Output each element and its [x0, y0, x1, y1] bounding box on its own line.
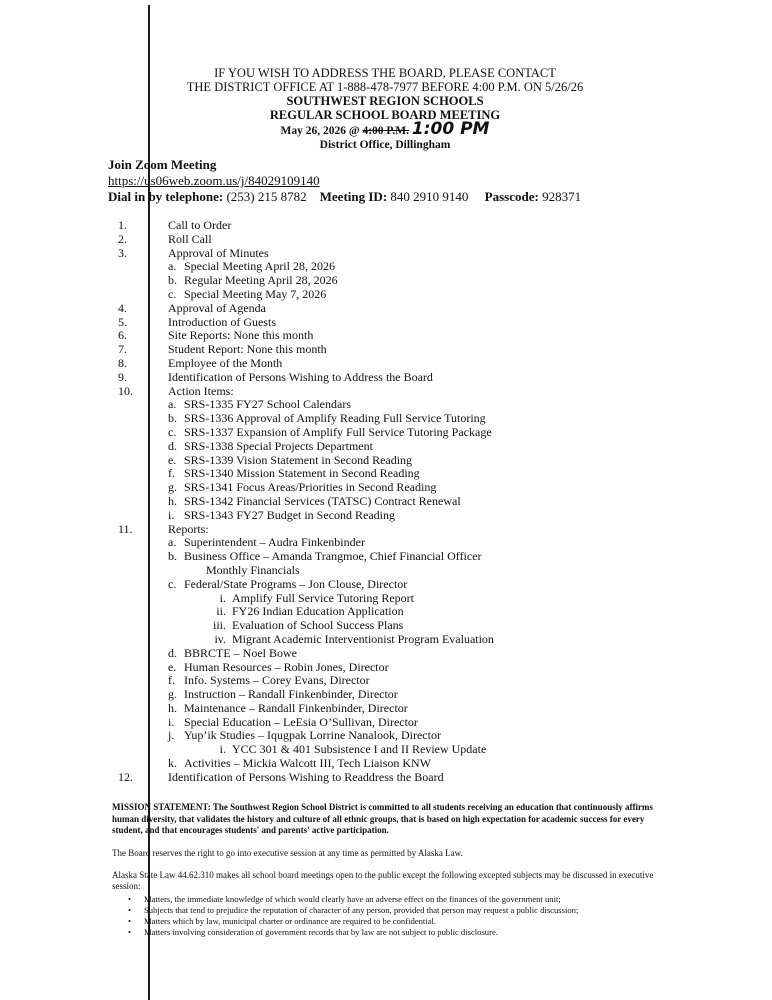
agenda-subsubitem: [118, 743, 718, 757]
agenda-subitem-title: SRS-1339 Vision Statement in Second Reading: [184, 452, 413, 467]
meeting-date-time: [160, 119, 610, 139]
agenda-subitem-text: [168, 426, 492, 440]
agenda-subitem-letter: b.: [168, 411, 177, 426]
mission-statement: MISSION STATEMENT: The Southwest Region School District is committed to all students receiving an education that continuously affirms human diversity, that validates the history and culture of all ethnic groups, that is based on high expectation for academic success for every student, and that encourages students' and parents' active participation.: [112, 802, 653, 835]
agenda-item-number: 6.: [118, 328, 127, 343]
agenda-subitem-title: Business Office – Amanda Trangmoe, Chief Financial Officer: [184, 549, 482, 564]
agenda-item: [118, 343, 718, 357]
agenda-item-number: 10.: [118, 383, 133, 398]
excepted-subject-item: • Subjects that tend to prejudice the reputation of character of any person, provided that person may request a public discussion;: [128, 905, 688, 916]
agenda-subitem-letter: c.: [168, 576, 177, 591]
agenda-subitem-letter: a.: [168, 259, 177, 274]
agenda-subsubitem-numeral: iv.: [214, 631, 226, 646]
agenda-subsubitem-title: Evaluation of School Success Plans: [232, 618, 404, 633]
agenda-subitem-title: Maintenance – Randall Finkenbinder, Director: [184, 700, 408, 715]
agenda-item: [118, 329, 718, 343]
agenda-subitem-text: [168, 260, 335, 274]
agenda-subitem-letter: k.: [168, 756, 177, 771]
agenda-subitem: [118, 716, 718, 730]
agenda-subitem: [118, 412, 718, 426]
agenda-subitem: [118, 398, 718, 412]
agenda-item-number: 4.: [118, 300, 127, 315]
struck-time: 4:00 P.M.: [362, 125, 409, 137]
dial-in-row: [108, 189, 581, 205]
agenda-subitem-letter: a.: [168, 535, 177, 550]
agenda-subsubitem-title: YCC 301 & 401 Subsistence I and II Review Update: [232, 742, 487, 757]
agenda-subsubitem-text: [208, 619, 403, 633]
agenda-item-title: Approval of Agenda: [168, 300, 266, 315]
agenda-subitem-title: SRS-1335 FY27 School Calendars: [184, 397, 352, 412]
agenda-subitem: [118, 274, 718, 288]
agenda-subsubitem-numeral: ii.: [216, 604, 226, 619]
agenda-subitem-letter: b.: [168, 273, 177, 288]
agenda-subitem-title: SRS-1343 FY27 Budget in Second Reading: [184, 507, 396, 522]
agenda-subitem-title: BBRCTE – Noel Bowe: [184, 645, 297, 660]
agenda-item-number: 2.: [118, 231, 127, 246]
agenda-subitem-text: [168, 454, 412, 468]
agenda-subitem: [118, 260, 718, 274]
agenda-subitem-text: [168, 481, 436, 495]
agenda-subitem: [118, 288, 718, 302]
agenda-list: [118, 219, 718, 785]
agenda-item-title: Identification of Persons Wishing to Readdress the Board: [168, 769, 444, 784]
agenda-subitem-title: SRS-1336 Approval of Amplify Reading Full Service Tutoring: [184, 411, 486, 426]
open-meetings-law: Alaska State Law 44.62.310 makes all school board meetings open to the public except the following excepted subjects may be discussed in executive session:: [112, 870, 654, 891]
agenda-subitem-title: Special Meeting May 7, 2026: [184, 286, 327, 301]
agenda-item: [118, 357, 718, 371]
agenda-subitem-text: [168, 467, 420, 481]
agenda-item-title: Call to Order: [168, 218, 232, 232]
agenda-item: [118, 219, 718, 233]
agenda-subitem-letter: h.: [168, 700, 177, 715]
agenda-subitem-letter: c.: [168, 424, 177, 439]
agenda-subitem-text: [168, 536, 365, 550]
agenda-subitem-letter: e.: [168, 659, 177, 674]
agenda-subitem-letter: g.: [168, 687, 177, 702]
document-header: [160, 66, 610, 152]
agenda-subitem: [118, 729, 718, 743]
agenda-subitem-text: [168, 550, 482, 564]
agenda-subitem-title: SRS-1341 Focus Areas/Priorities in Second Reading: [184, 480, 437, 495]
agenda-subsubitem-text: [208, 605, 404, 619]
agenda-subsubitem-numeral: i.: [219, 742, 226, 757]
agenda-subitem-title: Yup’ik Studies – Iqugpak Lorrine Nanalook, Director: [184, 728, 441, 743]
agenda-subitem-letter: d.: [168, 645, 177, 660]
agenda-subitem-letter: f.: [168, 673, 175, 688]
agenda-item-number: 5.: [118, 314, 127, 329]
agenda-subitem-letter: i.: [168, 507, 175, 522]
agenda-subitem-title: Human Resources – Robin Jones, Director: [184, 659, 389, 674]
agenda-subitem-title: SRS-1340 Mission Statement in Second Reading: [184, 466, 420, 481]
agenda-item-title: Approval of Minutes: [168, 245, 269, 260]
meeting-id: 840 2910 9140: [387, 189, 469, 204]
agenda-subitem-title: Regular Meeting April 28, 2026: [184, 273, 338, 288]
agenda-item-title: Identification of Persons Wishing to Address the Board: [168, 369, 433, 384]
agenda-item-title: Student Report: None this month: [168, 342, 327, 357]
agenda-subsubitem: [118, 633, 718, 647]
agenda-item-number: 8.: [118, 355, 127, 370]
agenda-subitem-text: [168, 661, 389, 675]
agenda-subsubitem: [118, 605, 718, 619]
agenda-subsubitem-numeral: i.: [219, 590, 226, 605]
agenda-subitem: [118, 495, 718, 509]
agenda-item-number: 12.: [118, 769, 133, 784]
agenda-subitem: [118, 481, 718, 495]
agenda-item: [118, 523, 718, 537]
agenda-item: [118, 385, 718, 399]
dial-in-label: Dial in by telephone:: [108, 189, 224, 204]
agenda-subitem-text: [168, 578, 407, 592]
passcode-label: Passcode:: [484, 189, 539, 204]
agenda-subsubitem-text: [208, 592, 414, 606]
agenda-item: [118, 771, 718, 785]
agenda-subitem-text: [168, 688, 398, 702]
meeting-date: May 26, 2026 @: [280, 125, 363, 137]
agenda-subitem: [118, 426, 718, 440]
agenda-subitem-title: Info. Systems – Corey Evans, Director: [184, 673, 370, 688]
agenda-subitem-letter: a.: [168, 397, 177, 412]
excepted-subject-item: • Matters involving consideration of government records that by law are not subject to public disclosure.: [128, 927, 688, 938]
agenda-subitem: [118, 702, 718, 716]
zoom-link[interactable]: https://us06web.zoom.us/j/84029109140: [108, 173, 320, 188]
agenda-subitem-text: [168, 274, 338, 288]
agenda-subitem: [118, 467, 718, 481]
passcode: 928371: [538, 189, 582, 204]
agenda-item-number: 9.: [118, 369, 127, 384]
agenda-subitem: [118, 454, 718, 468]
agenda-subitem-text: [168, 729, 441, 743]
agenda-subitem-letter: i.: [168, 714, 175, 729]
agenda-item-title: Reports:: [168, 521, 209, 536]
handwritten-time: 1:00 PM: [411, 119, 490, 139]
agenda-item: [118, 371, 718, 385]
agenda-subitem-title: SRS-1337 Expansion of Amplify Full Service Tutoring Package: [184, 424, 492, 439]
agenda-subsubitem: [118, 592, 718, 606]
agenda-subsubitem-title: FY26 Indian Education Application: [232, 604, 404, 619]
agenda-item-title: Action Items:: [168, 383, 234, 398]
agenda-subitem-text: [168, 716, 418, 730]
agenda-subitem-title: SRS-1338 Special Projects Department: [184, 438, 373, 453]
agenda-item-title: Employee of the Month: [168, 355, 283, 370]
zoom-info: [108, 157, 581, 205]
contact-notice-line-2: THE DISTRICT OFFICE AT 1-888-478-7977 BEFORE 4:00 P.M. ON 5/26/26: [186, 80, 584, 94]
agenda-subsubitem-title: Migrant Academic Interventionist Program Evaluation: [232, 631, 494, 646]
agenda-subitem-title: SRS-1342 Financial Services (TATSC) Contract Renewal: [184, 493, 461, 508]
agenda-subitem-text: [168, 412, 486, 426]
excepted-subject-item: • Matters which by law, municipal charter or ordinance are required to be confidential.: [128, 916, 688, 927]
agenda-subitem-text: [168, 398, 351, 412]
agenda-subitem: [118, 536, 718, 550]
agenda-subitem-letter: b.: [168, 549, 177, 564]
agenda-subitem-letter: h.: [168, 493, 177, 508]
agenda-subitem-text: [168, 495, 461, 509]
agenda-item-title: Site Reports: None this month: [168, 328, 314, 343]
agenda-subitem: [118, 509, 718, 523]
agenda-item-number: 7.: [118, 342, 127, 357]
agenda-subsubitem-title: Amplify Full Service Tutoring Report: [232, 590, 415, 605]
agenda-subitem: [118, 550, 718, 564]
excepted-subject-item: • Matters, the immediate knowledge of which would clearly have an adverse effect on the finances of the government unit;: [128, 894, 688, 905]
agenda-item-number: 3.: [118, 245, 127, 260]
agenda-subitem-title: Special Meeting April 28, 2026: [184, 259, 335, 274]
agenda-item: [118, 302, 718, 316]
agenda-item: [118, 247, 718, 261]
agenda-subitem: [118, 688, 718, 702]
agenda-subitem-text: [168, 757, 431, 771]
agenda-subitem-letter: f.: [168, 466, 175, 481]
meeting-type: REGULAR SCHOOL BOARD MEETING: [269, 108, 501, 122]
agenda-subitem: [118, 757, 718, 771]
agenda-subitem-title: Special Education – LeEsia O’Sullivan, Director: [184, 714, 418, 729]
organization-name: SOUTHWEST REGION SCHOOLS: [286, 94, 484, 108]
agenda-subitem: [118, 647, 718, 661]
agenda-subitem-continuation: [118, 564, 718, 578]
agenda-subitem-letter: d.: [168, 438, 177, 453]
meeting-location: District Office, Dillingham: [319, 139, 451, 151]
agenda-subitem-letter: c.: [168, 286, 177, 301]
agenda-item-number: 1.: [118, 218, 127, 232]
agenda-subitem: [118, 440, 718, 454]
agenda-subitem-detail: Monthly Financials: [206, 562, 300, 577]
agenda-subitem-text: [168, 702, 408, 716]
dial-in-phone: (253) 215 8782: [223, 189, 307, 204]
executive-session-notice: The Board reserves the right to go into executive session at any time as permitted by Alaska Law.: [112, 848, 463, 858]
agenda-subitem-title: Activities – Mickia Walcott III, Tech Liaison KNW: [184, 756, 432, 771]
agenda-subitem-text: [168, 288, 326, 302]
agenda-subitem-text: [168, 509, 395, 523]
agenda-subsubitem-numeral: iii.: [212, 618, 226, 633]
meeting-id-label: Meeting ID:: [319, 189, 388, 204]
agenda-subitem: [118, 674, 718, 688]
agenda-subitem-letter: e.: [168, 452, 177, 467]
agenda-subitem-letter: g.: [168, 480, 177, 495]
excepted-subjects-list: [128, 894, 688, 938]
contact-notice-line-1: IF YOU WISH TO ADDRESS THE BOARD, PLEASE CONTACT: [214, 66, 556, 80]
agenda-subitem-text: [168, 440, 373, 454]
agenda-subitem-title: Superintendent – Audra Finkenbinder: [184, 535, 365, 550]
agenda-subsubitem-text: [208, 743, 486, 757]
agenda-item-title: Roll Call: [168, 231, 212, 246]
agenda-item: [118, 316, 718, 330]
agenda-subitem-letter: j.: [168, 728, 175, 743]
agenda-subsubitem: [118, 619, 718, 633]
agenda-item-title: Introduction of Guests: [168, 314, 276, 329]
agenda-subitem-title: Federal/State Programs – Jon Clouse, Director: [184, 576, 408, 591]
agenda-subitem: [118, 578, 718, 592]
agenda-subitem-text: [168, 674, 370, 688]
agenda-item: [118, 233, 718, 247]
agenda-subitem-title: Instruction – Randall Finkenbinder, Director: [184, 687, 398, 702]
agenda-subitem: [118, 661, 718, 675]
agenda-subitem-text: [168, 647, 297, 661]
zoom-join-heading: Join Zoom Meeting: [108, 157, 217, 172]
agenda-item-number: 11.: [118, 521, 133, 536]
agenda-subsubitem-text: [208, 633, 494, 647]
